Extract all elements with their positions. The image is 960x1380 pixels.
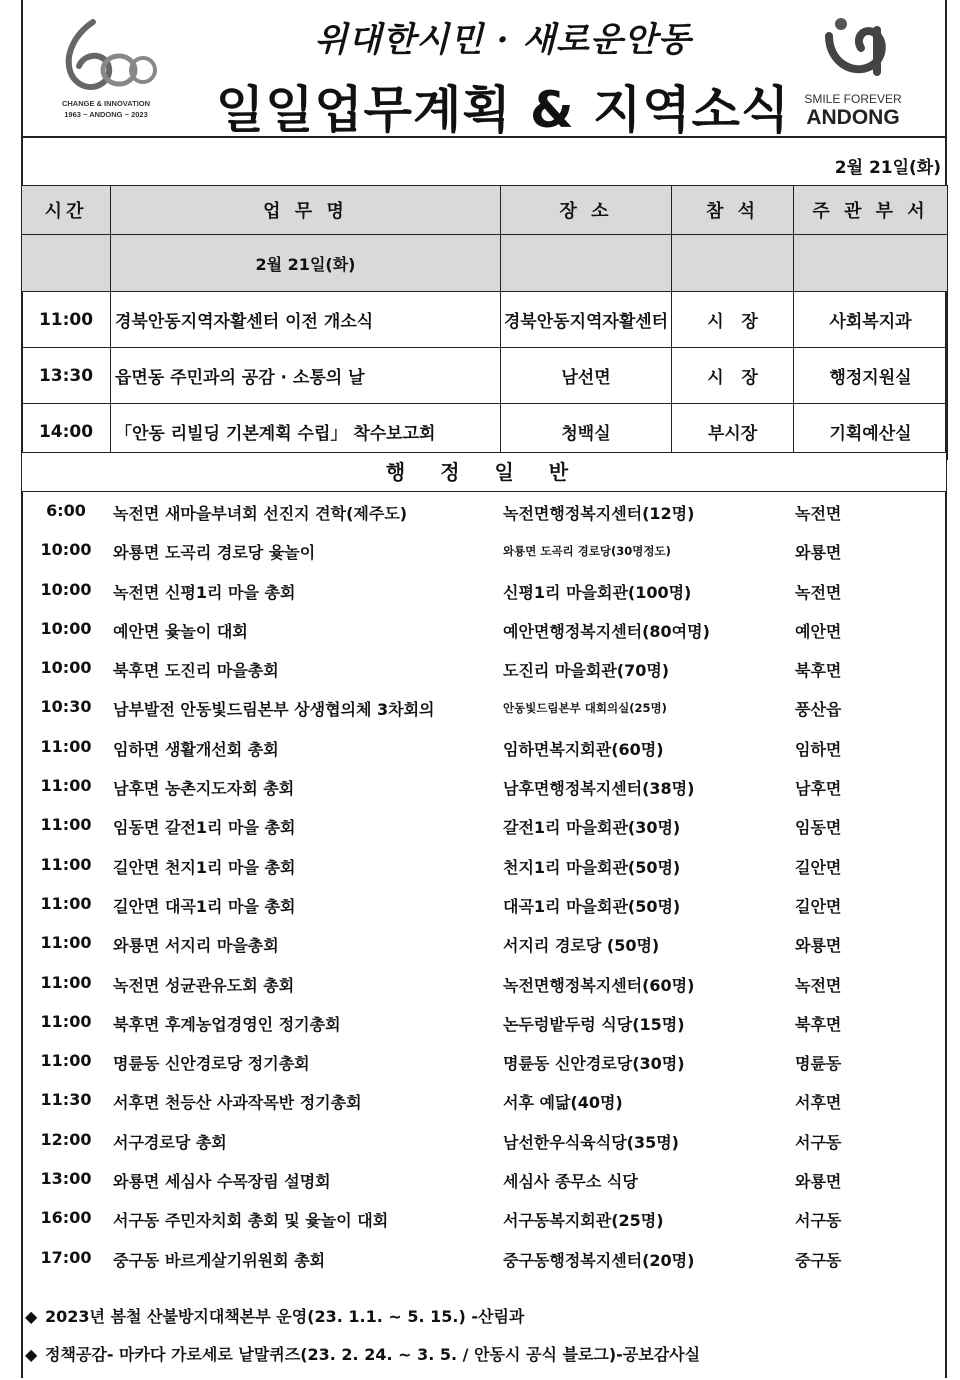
admin-place: 와룡면 도곡리 경로당(30명정도) (503, 544, 671, 559)
admin-time: 11:00 (40, 1011, 92, 1031)
admin-place: 서후 예닮(40명) (503, 1093, 623, 1113)
admin-task: 서구경로당 총회 (113, 1132, 227, 1152)
admin-task: 길안면 천지1리 마을 총회 (113, 857, 296, 877)
list-item (23, 1199, 945, 1238)
header (21, 0, 947, 138)
admin-dept: 서구동 (795, 1211, 842, 1231)
admin-time: 11:00 (40, 815, 92, 835)
schedule-table (21, 185, 948, 460)
admin-task: 명륜동 신안경로당 정기총회 (113, 1054, 310, 1074)
smile-forever-andong-logo (793, 12, 913, 130)
list-item (23, 1042, 945, 1081)
admin-place: 남후면행정복지센터(38명) (503, 779, 695, 799)
admin-dept: 북후면 (795, 1014, 842, 1034)
admin-time: 10:00 (40, 540, 92, 560)
event-dept: 행정지원실 (794, 348, 948, 404)
admin-time: 11:00 (40, 1051, 92, 1071)
list-item (23, 1239, 945, 1278)
admin-dept: 명륜동 (795, 1054, 842, 1074)
admin-time: 6:00 (46, 501, 86, 520)
list-item (23, 885, 945, 924)
admin-task: 임하면 생활개선회 총회 (113, 739, 279, 759)
admin-dept: 녹전면 (795, 975, 842, 995)
event-time: 13:30 (22, 348, 111, 404)
list-item (23, 492, 945, 531)
notice-text: 정책공감- 마카다 가로세로 낱말퀴즈(23. 2. 24. ~ 3. 5. / 안동시 공식 블로그)-공보감사실 (45, 1345, 701, 1364)
list-item (23, 924, 945, 963)
admin-task: 남후면 농촌지도자회 총회 (113, 779, 295, 799)
admin-time: 11:00 (40, 972, 92, 992)
admin-dept: 길안면 (795, 857, 842, 877)
event-attend: 부시장 (672, 404, 794, 460)
admin-task: 남부발전 안동빛드림본부 상생협의체 3차회의 (113, 700, 435, 720)
admin-dept: 길안면 (795, 896, 842, 916)
admin-dept: 서후면 (795, 1093, 842, 1113)
slogan: 위대한시민 · 새로운안동 (314, 20, 692, 60)
list-item (23, 767, 945, 806)
diamond-bullet-icon: ◆ (25, 1307, 38, 1326)
admin-dept: 와룡면 (795, 543, 842, 563)
admin-time: 12:00 (40, 1129, 92, 1149)
admin-time: 16:00 (40, 1208, 92, 1228)
admin-place: 녹전면행정복지센터(60명) (503, 975, 695, 995)
admin-dept: 중구동 (795, 1250, 842, 1270)
admin-place: 대곡1리 마을회관(50명) (503, 896, 681, 916)
list-item (23, 1160, 945, 1199)
col-attend: 참 석 (672, 186, 794, 235)
brand-line1: SMILE FOREVER (804, 92, 902, 106)
day-label: 2월 21일(화) (111, 235, 501, 292)
admin-time: 11:30 (40, 1090, 92, 1110)
event-place: 청백실 (501, 404, 672, 460)
date-row (21, 138, 947, 185)
table-row (22, 348, 948, 404)
admin-task: 임동면 갈전1리 마을 총회 (113, 818, 296, 838)
page-title: 일일업무계획 & 지역소식 (215, 81, 791, 139)
admin-time: 10:00 (40, 618, 92, 638)
table-row (22, 292, 948, 348)
admin-dept: 서구동 (795, 1132, 842, 1152)
admin-time: 13:00 (40, 1169, 92, 1189)
admin-place: 임하면복지회관(60명) (503, 739, 664, 759)
col-time: 시간 (22, 186, 111, 235)
admin-place: 도진리 마을회관(70명) (503, 661, 670, 681)
admin-time: 11:00 (40, 776, 92, 796)
admin-dept: 풍산읍 (795, 700, 842, 720)
admin-task: 녹전면 성균관유도회 총회 (113, 975, 295, 995)
admin-task: 와룡면 도곡리 경로당 윷놀이 (113, 543, 316, 563)
notice-text: 2023년 봄철 산불방지대책본부 운영(23. 1.1. ~ 5. 15.) -산림과 (45, 1307, 525, 1326)
document-date: 2월 21일(화) (834, 158, 941, 178)
brand-line2: ANDONG (806, 106, 900, 129)
logo60-text-1: CHANGE & INNOVATION (61, 99, 151, 108)
event-place: 경북안동지역자활센터 (501, 292, 672, 348)
list-item (23, 649, 945, 688)
event-place: 남선면 (501, 348, 672, 404)
notice-item (25, 1342, 945, 1380)
admin-task: 길안면 대곡1리 마을 총회 (113, 896, 296, 916)
admin-place: 남선한우식육식당(35명) (503, 1132, 679, 1152)
event-dept: 기획예산실 (794, 404, 948, 460)
admin-time: 11:00 (40, 933, 92, 953)
admin-dept: 북후면 (795, 661, 842, 681)
admin-place: 안동빛드림본부 대회의실(25명) (503, 701, 667, 716)
event-dept: 사회복지과 (794, 292, 948, 348)
admin-place: 천지1리 마을회관(50명) (503, 857, 681, 877)
admin-task: 북후면 후계농업경영인 정기총회 (113, 1014, 341, 1034)
admin-task: 예안면 윷놀이 대회 (113, 621, 248, 641)
diamond-bullet-icon: ◆ (25, 1345, 38, 1364)
admin-dept: 임하면 (795, 739, 842, 759)
admin-task: 중구동 바르게살기위원회 총회 (113, 1250, 326, 1270)
list-item (23, 1003, 945, 1042)
list-item (23, 964, 945, 1003)
list-item (23, 1121, 945, 1160)
list-item (23, 610, 945, 649)
admin-place: 갈전1리 마을회관(30명) (503, 818, 681, 838)
event-task: 읍면동 주민과의 공감 · 소통의 날 (111, 348, 501, 404)
admin-place: 논두렁밭두렁 식당(15명) (503, 1014, 685, 1034)
admin-time: 10:00 (40, 658, 92, 678)
list-item (23, 728, 945, 767)
admin-time: 10:30 (40, 697, 92, 717)
admin-dept: 남후면 (795, 779, 842, 799)
col-place: 장 소 (501, 186, 672, 235)
admin-task: 북후면 도진리 마을총회 (113, 661, 279, 681)
admin-place: 녹전면행정복지센터(12명) (503, 504, 695, 523)
admin-task: 녹전면 새마을부녀회 선진지 견학(제주도) (113, 504, 408, 523)
col-dept: 주 관 부 서 (794, 186, 948, 235)
table-header-row (22, 186, 948, 235)
admin-place: 예안면행정복지센터(80여명) (503, 621, 710, 641)
admin-dept: 예안면 (795, 621, 842, 641)
event-time: 11:00 (22, 292, 111, 348)
admin-dept: 녹전면 (795, 504, 842, 523)
admin-task: 녹전면 신평1리 마을 총회 (113, 582, 296, 602)
notice-item (25, 1304, 945, 1342)
col-task: 업 무 명 (111, 186, 501, 235)
admin-dept: 임동면 (795, 818, 842, 838)
list-item (23, 1081, 945, 1120)
event-time: 14:00 (22, 404, 111, 460)
event-attend: 시 장 (672, 292, 794, 348)
admin-dept: 와룡면 (795, 936, 842, 956)
notes (25, 1304, 945, 1380)
admin-time: 10:00 (40, 579, 92, 599)
admin-time: 11:00 (40, 893, 92, 913)
admin-place: 신평1리 마을회관(100명) (503, 582, 692, 602)
admin-task: 서후면 천등산 사과작목반 정기총회 (113, 1093, 362, 1113)
list-item (23, 688, 945, 727)
admin-dept: 녹전면 (795, 582, 842, 602)
admin-place: 서구동복지회관(25명) (503, 1211, 664, 1231)
admin-task: 와룡면 세심사 수목장림 설명회 (113, 1172, 331, 1192)
logo60-text-2: 1963 ~ ANDONG ~ 2023 (64, 110, 148, 119)
event-task: 「안동 리빌딩 기본계획 수립」 착수보고회 (111, 404, 501, 460)
admin-dept: 와룡면 (795, 1172, 842, 1192)
admin-time: 11:00 (40, 736, 92, 756)
event-attend: 시 장 (672, 348, 794, 404)
day-row (22, 235, 948, 292)
admin-list (23, 492, 945, 1278)
list-item (23, 806, 945, 845)
list-item (23, 571, 945, 610)
admin-place: 서지리 경로당 (50명) (503, 936, 660, 956)
admin-place: 세심사 종무소 식당 (503, 1172, 638, 1192)
admin-time: 17:00 (40, 1247, 92, 1267)
event-task: 경북안동지역자활센터 이전 개소식 (111, 292, 501, 348)
admin-task: 와룡면 서지리 마을총회 (113, 936, 279, 956)
section-title-admin: 행 정 일 반 (21, 452, 947, 492)
admin-place: 명륜동 신안경로당(30명) (503, 1054, 685, 1074)
anniversary-60-logo (53, 14, 159, 124)
admin-place: 중구동행정복지센터(20명) (503, 1250, 695, 1270)
list-item (23, 531, 945, 570)
admin-time: 11:00 (40, 854, 92, 874)
list-item (23, 846, 945, 885)
admin-task: 서구동 주민자치회 총회 및 윷놀이 대회 (113, 1211, 389, 1231)
